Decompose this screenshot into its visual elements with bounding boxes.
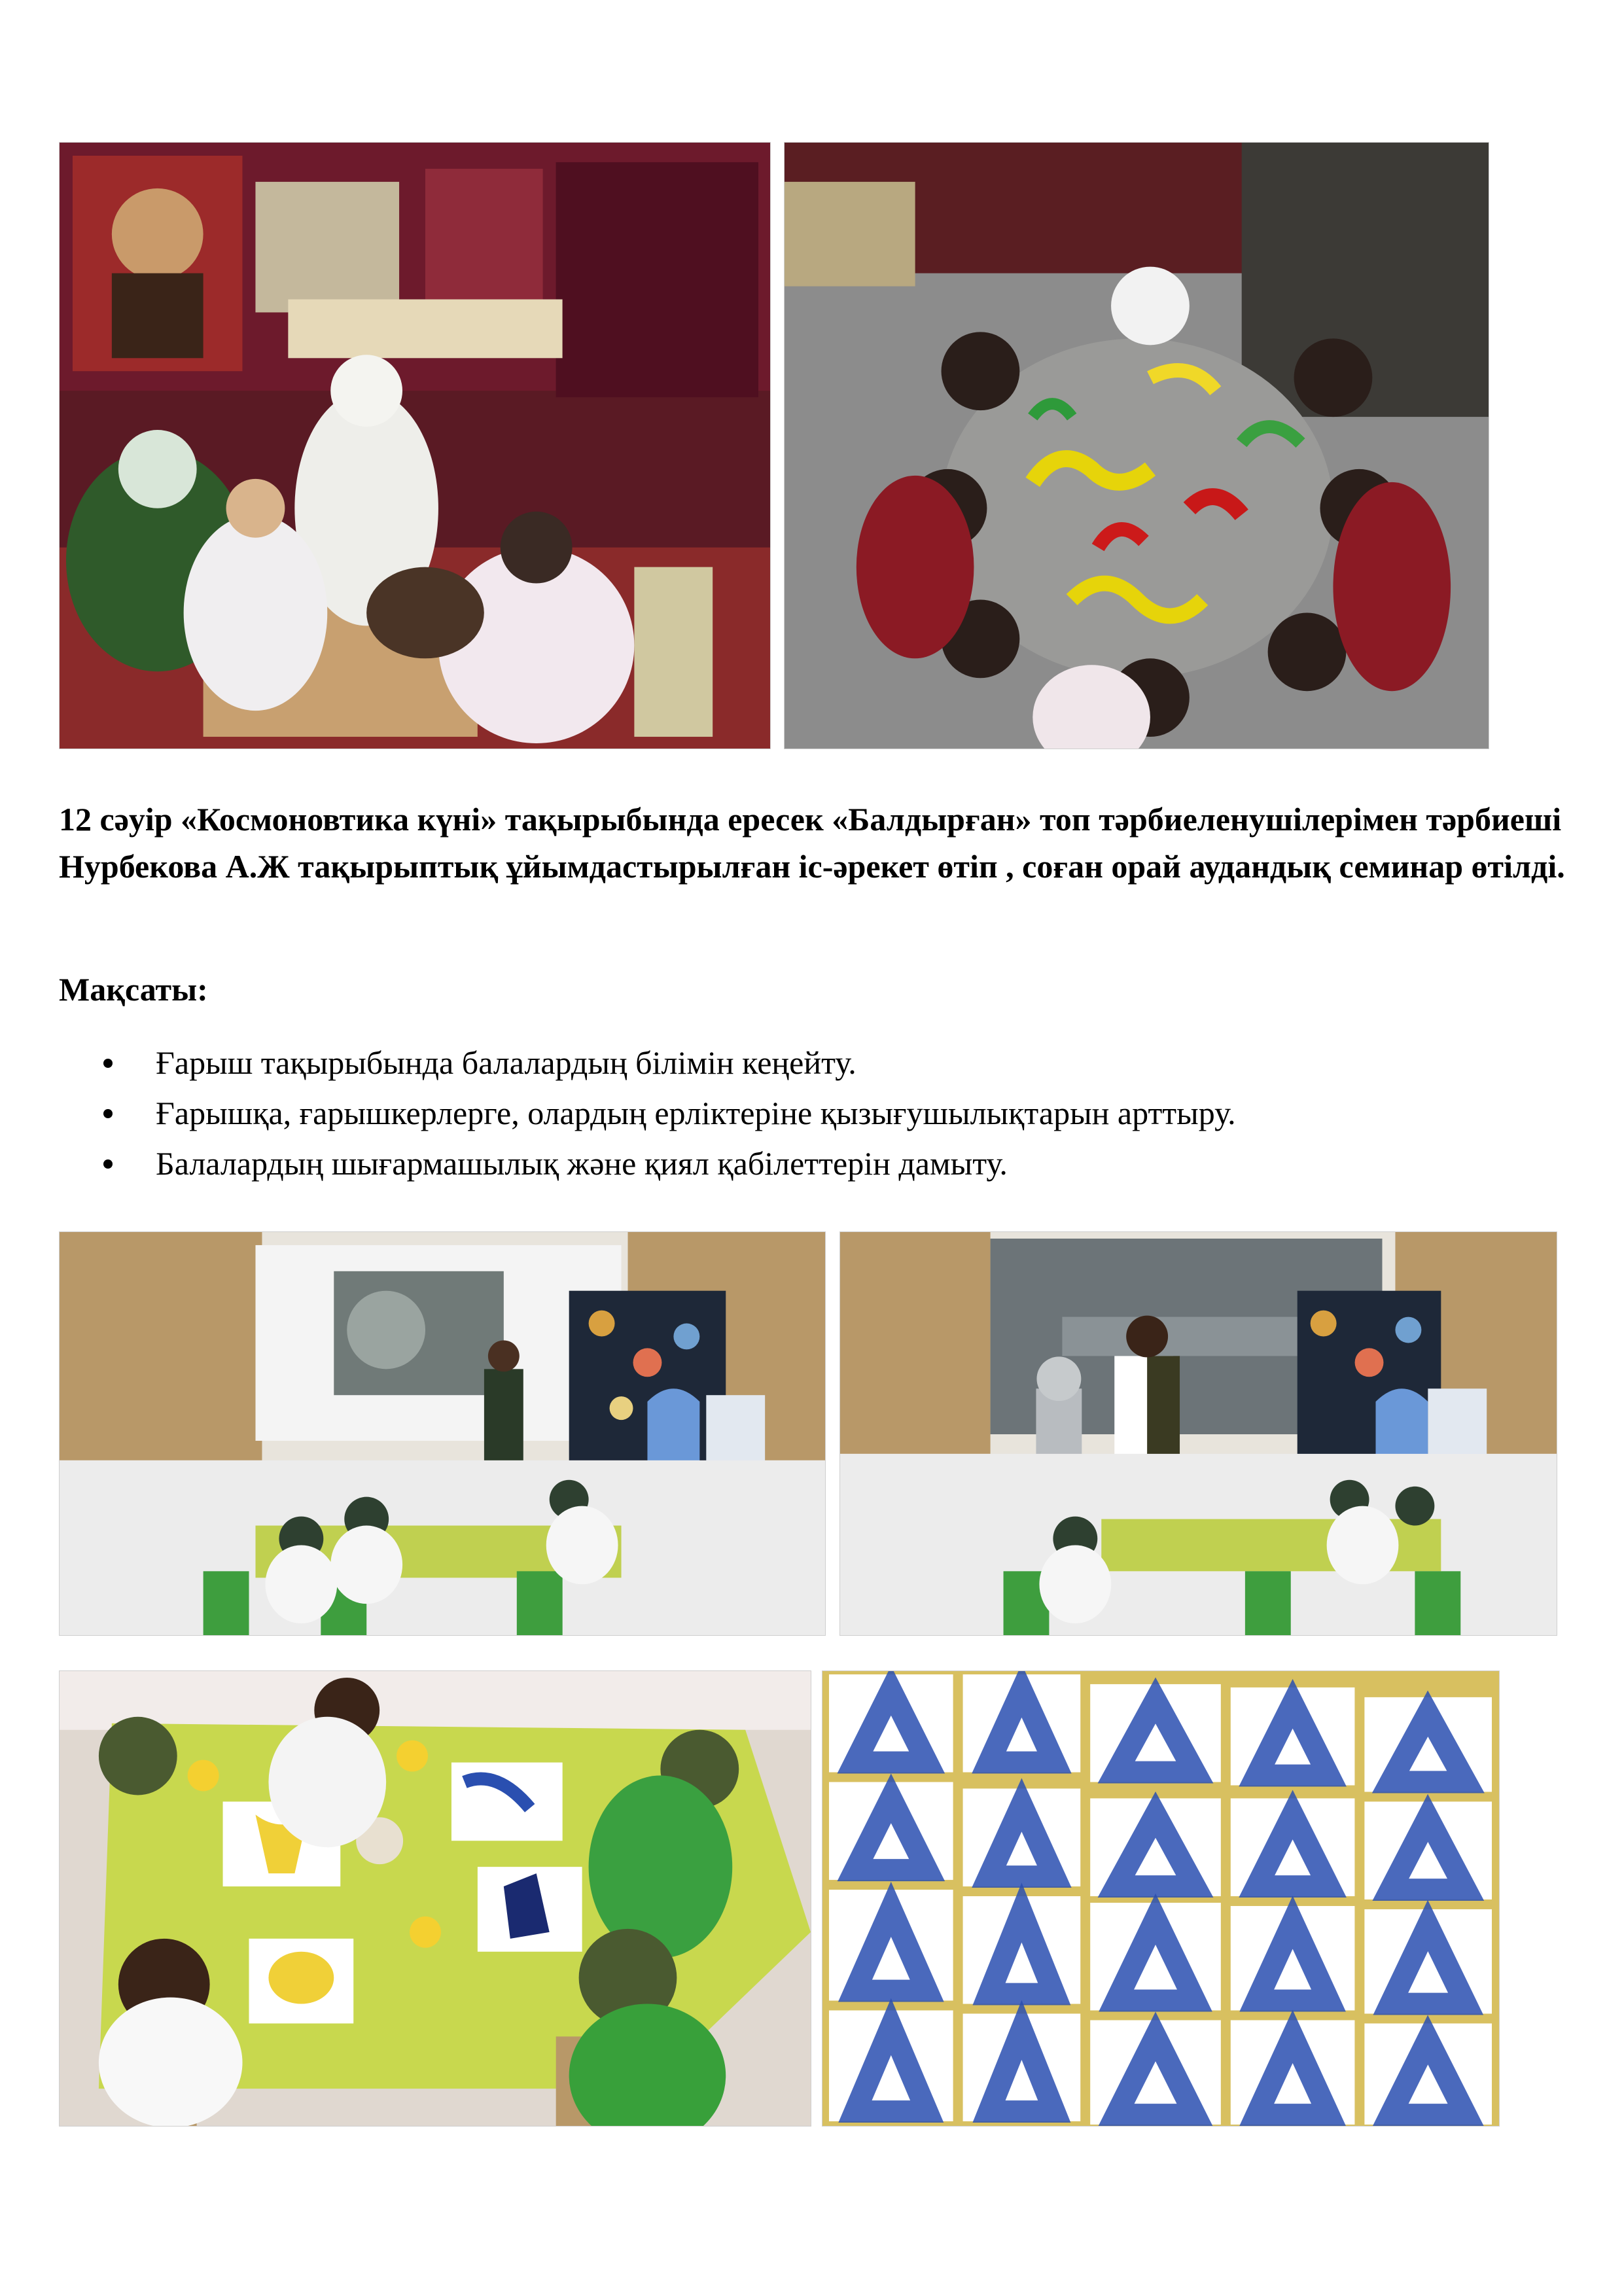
goal-text: Ғарыш тақырыбында балалардың білімін кеңейту. [156, 1044, 856, 1081]
event-description: 12 сәуір «Космоновтика күні» тақырыбында ересек «Балдырған» топ тәрбиеленушілерімен тәрбиеші Нурбекова А.Ж тақырыптық ұйымдастырылған іс-әрекет өтіп , соған орай аудандық семинар өтілді. [59, 801, 1565, 885]
rocket-artwork-photo [822, 1670, 1500, 2127]
bullet-icon [103, 1109, 113, 1118]
list-item [98, 1088, 1551, 1139]
astronaut-costume-photo [839, 1231, 1557, 1636]
bullet-icon [103, 1159, 113, 1169]
goals-title: Мақсаты: [59, 971, 208, 1008]
list-item [98, 1038, 1551, 1088]
classroom-presentation-photo [59, 1231, 826, 1636]
goal-text: Балалардың шығармашылық және қиял қабілеттерін дамыту. [156, 1145, 1008, 1182]
bullet-icon [103, 1059, 113, 1068]
children-circle-photo [784, 142, 1489, 749]
yurt-craft-photo [59, 142, 771, 749]
children-painting-photo [59, 1670, 811, 2127]
goals-list [98, 1038, 1551, 1189]
goal-text: Ғарышқа, ғарышкерлерге, олардың ерліктеріне қызығушылықтарын арттыру. [156, 1095, 1236, 1131]
list-item [98, 1139, 1551, 1189]
